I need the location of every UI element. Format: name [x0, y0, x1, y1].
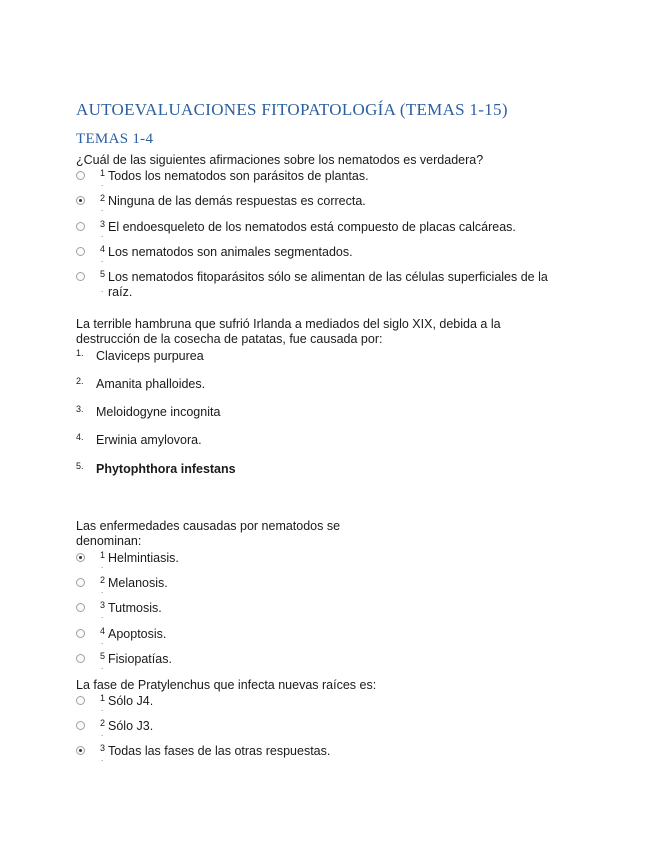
option-label: El endoesqueleto de los nematodos está compuesto de placas calcáreas.	[108, 220, 516, 234]
list-number: 4.	[76, 432, 84, 442]
option-number: 4	[100, 626, 106, 636]
option-number: 4	[100, 244, 106, 254]
question-2-text-line2: destrucción de la cosecha de patatas, fue causada por:	[76, 332, 383, 346]
question-4-text: La fase de Pratylenchus que infecta nuevas raíces es:	[76, 678, 377, 692]
option-number: 3	[100, 219, 106, 229]
question-2-text-line1: La terrible hambruna que sufrió Irlanda a mediados del siglo XIX, debida a la	[76, 317, 501, 331]
option-number: 3	[100, 743, 106, 753]
option-label: Fisiopatías.	[108, 652, 172, 666]
radio-button[interactable]	[76, 696, 85, 705]
list-number: 5.	[76, 461, 84, 471]
question-1-text: ¿Cuál de las siguientes afirmaciones sobre los nematodos es verdadera?	[76, 153, 484, 167]
option-number: 1	[100, 550, 106, 560]
radio-button[interactable]	[76, 222, 85, 231]
list-item-text: Erwinia amylovora.	[96, 433, 202, 447]
radio-button[interactable]	[76, 654, 85, 663]
option-label: Sólo J4.	[108, 694, 154, 708]
list-number: 1.	[76, 348, 84, 358]
radio-button[interactable]	[76, 629, 85, 638]
option-label: Tutmosis.	[108, 601, 162, 615]
option-number: 2	[100, 193, 106, 203]
option-label: Helmintiasis.	[108, 551, 179, 565]
option-number: 1	[100, 168, 106, 178]
radio-button-selected[interactable]	[76, 746, 85, 755]
option-number: 2	[100, 718, 106, 728]
radio-button[interactable]	[76, 721, 85, 730]
option-label: Ninguna de las demás respuestas es correcta.	[108, 194, 366, 208]
option-number: 2	[100, 575, 106, 585]
question-3-text-line2: denominan:	[76, 534, 142, 548]
list-item-text: Amanita phalloides.	[96, 377, 206, 391]
list-item-text: Claviceps purpurea	[96, 349, 204, 363]
list-number: 2.	[76, 376, 84, 386]
radio-button[interactable]	[76, 247, 85, 256]
option-label: Sólo J3.	[108, 719, 154, 733]
option-number: 1	[100, 693, 106, 703]
radio-button[interactable]	[76, 578, 85, 587]
section-heading: TEMAS 1-4	[76, 131, 154, 147]
option-label: Los nematodos fitoparásitos sólo se alimentan de las células superficiales de la raíz.	[108, 270, 548, 299]
list-number: 3.	[76, 404, 84, 414]
option-label: Apoptosis.	[108, 627, 167, 641]
option-label: Los nematodos son animales segmentados.	[108, 245, 353, 259]
option-label: Melanosis.	[108, 576, 168, 590]
radio-button-selected[interactable]	[76, 553, 85, 562]
document-page: AUTOEVALUACIONES FITOPATOLOGÍA (TEMAS 1-15) TEMAS 1-4 ¿Cuál de las siguientes afirmaciones sobre los nematodos es verdadera? 1 . Todos los nematodos son parásitos de plantas. 2 . Ninguna de las demás respuestas es correcta. 3 . El endoesqueleto de los nematodos está compuesto de placas calcáreas. 4 . Los nematodos son animales segmentados. 5 . Los nematodos fitoparásitos sólo se alimentan de las células superficiales de la raíz. La terrible hambruna que sufrió Irlanda a mediados del siglo XIX, debida a la destrucción de la cosecha de patatas, fue causada por: 1. Claviceps purpurea 2. Amanita phalloides. 3. Meloidogyne incognita 4. Erwinia amylovora. 5. Phytophthora infestans Las enfermedades causadas por nematodos se denominan: 1 . Helmintiasis. 2 . Melanosis. 3 . Tutmosis. 4 . Apoptosis. 5 . Fisiopatías. La fase de Pratylenchus que infecta nuevas raíces es: 1 . Sólo J4. 2 . Sólo J3. 3 . Todas las fases de las otras respuestas.	[0, 0, 655, 848]
radio-button[interactable]	[76, 272, 85, 281]
option-label: Todos los nematodos son parásitos de plantas.	[108, 169, 369, 183]
option-number: 3	[100, 600, 106, 610]
option-number: 5	[100, 269, 106, 279]
radio-button[interactable]	[76, 171, 85, 180]
option-label: Todas las fases de las otras respuestas.	[108, 744, 331, 758]
option-number: 5	[100, 651, 106, 661]
radio-button[interactable]	[76, 603, 85, 612]
question-3-text-line1: Las enfermedades causadas por nematodos se	[76, 519, 341, 533]
document-title: AUTOEVALUACIONES FITOPATOLOGÍA (TEMAS 1-15)	[76, 100, 508, 119]
list-item-text: Meloidogyne incognita	[96, 405, 221, 419]
list-item-text-highlighted: Phytophthora infestans	[96, 462, 236, 476]
radio-button-selected[interactable]	[76, 196, 85, 205]
